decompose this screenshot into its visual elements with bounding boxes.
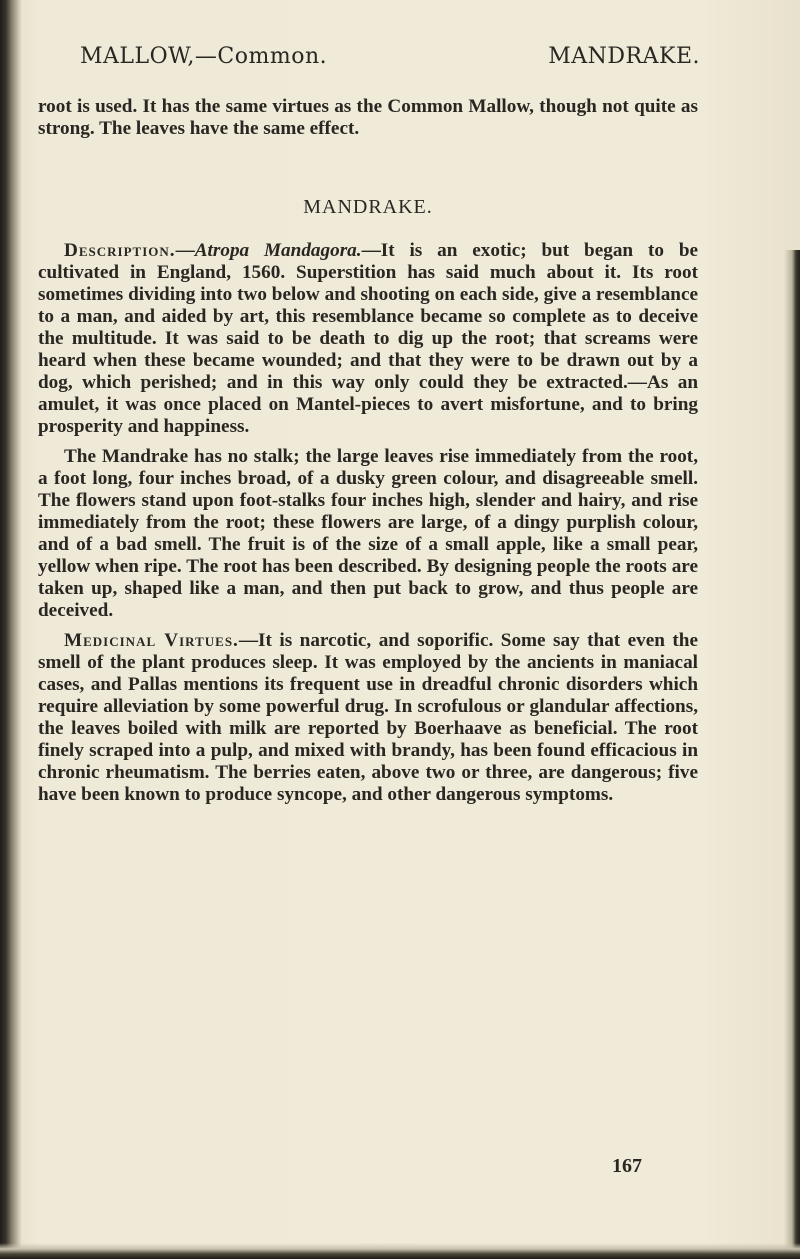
header-right: MANDRAKE. — [548, 44, 700, 69]
stalk-paragraph: The Mandrake has no stalk; the large leaves rise immediately from the root, a foot long, four inches broad, of a dusky green colour, and disagreeable smell. The flowers stand upon foot-stalks four inches high, slender and hairy, and rise immediately from the root; these flowers are large, of a dingy purplish colour, and of a bad smell. The fruit is of the size of a small apple, like a small pear, yellow when ripe. The root has been described. By designing people the roots are taken up, shaped like a man, and then put back to grow, and thus people are deceived. — [38, 446, 698, 621]
page-binding-shadow — [0, 0, 22, 1259]
medicinal-paragraph — [38, 630, 698, 806]
intro-paragraph: root is used. It has the same virtues as the Common Mallow, though not quite as strong. The leaves have the same effect. — [38, 96, 698, 139]
description-label: Description. — [64, 240, 176, 261]
description-dash: — — [175, 240, 195, 261]
page-number: 167 — [612, 1155, 642, 1177]
section-title: MANDRAKE. — [303, 196, 433, 218]
running-header — [80, 44, 700, 76]
medicinal-text: —It is narcotic, and soporific. Some say that even the smell of the plant produces sleep. It was employed by the ancients in maniacal cases, and Pallas mentions its frequent use in dreadful chronic disorders which require alleviation by some powerful drug. In scrofulous or glandular affections, the leaves boiled with milk are reported by Boerhaave as beneficial. The root finely scraped into a pulp, and mixed with brandy, has been found efficacious in chronic rheumatism. The berries eaten, above two or three, are dangerous; five have been known to produce syncope, and other dangerous symptoms. — [38, 630, 698, 805]
latin-name: Atropa Mandagora. — [194, 240, 362, 261]
description-paragraph — [38, 240, 698, 438]
page-right-edge — [784, 250, 800, 1259]
header-left: MALLOW,—Common. — [80, 44, 328, 69]
page-body — [38, 96, 698, 814]
medicinal-label: Medicinal Virtues. — [64, 630, 239, 651]
page-bottom-edge — [0, 1243, 800, 1259]
description-text: —It is an exotic; but began to be cultivated in England, 1560. Superstition has said much about it. Its root sometimes dividing into two below and shooting on each side, give a resemblance to a man, and aided by art, this resemblance became so complete as to deceive the multitude. It was said to be death to dig up the root; that screams were heard when these became wounded; and that they were to be drawn out by a dog, which perished; and in this way only could they be extracted.—As an amulet, it was once placed on Mantel-pieces to avert misfortune, and to bring prosperity and happiness. — [38, 240, 699, 437]
